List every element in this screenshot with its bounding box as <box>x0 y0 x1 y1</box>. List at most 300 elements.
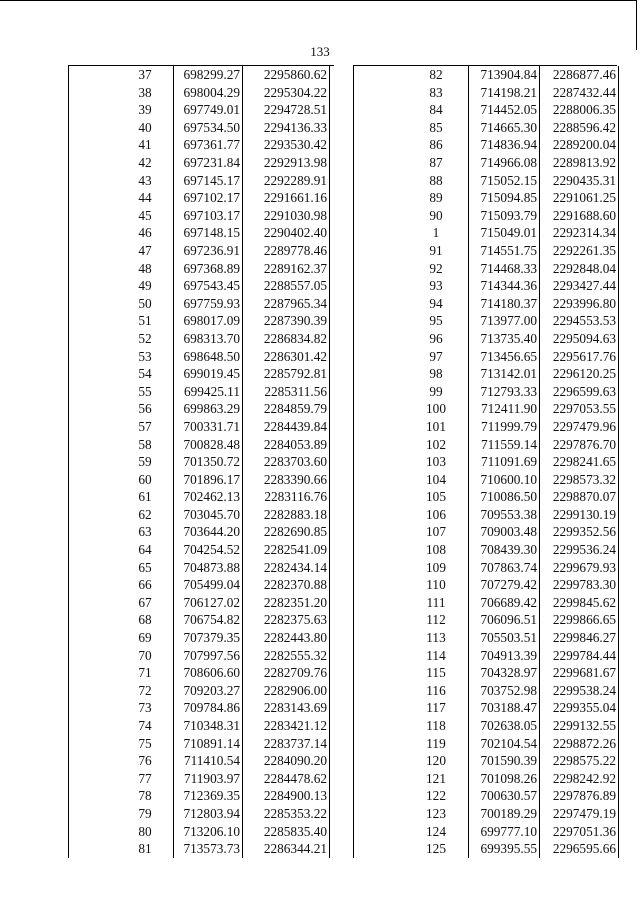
x-coordinate-cell: 714836.94 <box>469 136 540 154</box>
table-row <box>354 66 619 84</box>
y-coordinate-cell: 2298575.22 <box>540 752 619 770</box>
y-coordinate-cell: 2284090.20 <box>243 752 330 770</box>
y-coordinate-cell: 2297876.89 <box>540 787 619 805</box>
table-row <box>69 435 330 453</box>
blank-cell <box>69 576 118 594</box>
table-row <box>69 699 330 717</box>
table-row <box>354 330 619 348</box>
table-row <box>354 523 619 541</box>
blank-cell <box>354 523 405 541</box>
table-row <box>69 453 330 471</box>
y-coordinate-cell: 2299845.62 <box>540 594 619 612</box>
point-number-cell: 99 <box>429 383 443 399</box>
blank-cell <box>69 594 118 612</box>
table-row <box>354 189 619 207</box>
table-row <box>69 770 330 788</box>
blank-cell <box>354 770 405 788</box>
point-number-cell: 95 <box>429 313 443 329</box>
table-row <box>69 823 330 841</box>
point-number-cell: 124 <box>426 823 446 839</box>
table-row <box>69 330 330 348</box>
blank-cell <box>69 752 118 770</box>
table-row <box>354 559 619 577</box>
point-number-cell: 94 <box>429 295 443 311</box>
x-coordinate-cell: 703045.70 <box>174 506 243 524</box>
blank-cell <box>69 330 118 348</box>
blank-cell <box>69 699 118 717</box>
y-coordinate-cell: 2282370.88 <box>243 576 330 594</box>
point-number-cell: 61 <box>138 489 152 505</box>
point-number-cell: 45 <box>138 207 152 223</box>
point-number-cell: 97 <box>429 348 443 364</box>
point-number-cell: 53 <box>138 348 152 364</box>
x-coordinate-cell: 697231.84 <box>174 154 243 172</box>
table-row <box>69 418 330 436</box>
y-coordinate-cell: 2282443.80 <box>243 629 330 647</box>
blank-cell <box>69 136 118 154</box>
table-row <box>354 594 619 612</box>
y-coordinate-cell: 2299681.67 <box>540 664 619 682</box>
point-number-cell: 62 <box>138 506 152 522</box>
x-coordinate-cell: 704254.52 <box>174 541 243 559</box>
y-coordinate-cell: 2289778.46 <box>243 242 330 260</box>
point-number-cell: 82 <box>429 67 443 83</box>
y-coordinate-cell: 2297876.70 <box>540 435 619 453</box>
x-coordinate-cell: 704873.88 <box>174 559 243 577</box>
point-number-cell: 110 <box>426 577 446 593</box>
table-row <box>69 752 330 770</box>
point-number-cell: 78 <box>138 788 152 804</box>
y-coordinate-cell: 2284900.13 <box>243 787 330 805</box>
point-number-cell: 83 <box>429 84 443 100</box>
right-table-body <box>354 66 619 858</box>
blank-cell <box>354 682 405 700</box>
table-row <box>69 136 330 154</box>
y-coordinate-cell: 2288596.42 <box>540 119 619 137</box>
table-row <box>69 629 330 647</box>
y-coordinate-cell: 2296599.63 <box>540 383 619 401</box>
blank-cell <box>69 629 118 647</box>
y-coordinate-cell: 2294728.51 <box>243 101 330 119</box>
point-number-cell: 71 <box>138 665 152 681</box>
y-coordinate-cell: 2299846.27 <box>540 629 619 647</box>
point-number-cell: 41 <box>138 137 152 153</box>
blank-cell <box>69 735 118 753</box>
point-number-cell: 113 <box>426 630 446 646</box>
y-coordinate-cell: 2287390.39 <box>243 312 330 330</box>
blank-cell <box>354 207 405 225</box>
table-row <box>69 840 330 858</box>
blank-cell <box>354 840 405 858</box>
point-number-cell: 119 <box>426 735 446 751</box>
x-coordinate-cell: 700189.29 <box>469 805 540 823</box>
point-number-cell: 72 <box>138 682 152 698</box>
point-number-cell: 92 <box>429 260 443 276</box>
x-coordinate-cell: 697103.17 <box>174 207 243 225</box>
x-coordinate-cell: 697368.89 <box>174 260 243 278</box>
blank-cell <box>354 277 405 295</box>
table-row <box>69 735 330 753</box>
blank-cell <box>69 647 118 665</box>
y-coordinate-cell: 2282555.32 <box>243 647 330 665</box>
x-coordinate-cell: 701098.26 <box>469 770 540 788</box>
x-coordinate-cell: 697102.17 <box>174 189 243 207</box>
blank-cell <box>69 453 118 471</box>
blank-cell <box>69 770 118 788</box>
page-frame-top <box>0 0 636 1</box>
table-row <box>354 101 619 119</box>
blank-cell <box>69 348 118 366</box>
blank-cell <box>69 787 118 805</box>
blank-cell <box>69 295 118 313</box>
blank-cell <box>354 541 405 559</box>
y-coordinate-cell: 2287965.34 <box>243 295 330 313</box>
x-coordinate-cell: 710600.10 <box>469 471 540 489</box>
blank-cell <box>354 699 405 717</box>
point-number-cell: 125 <box>426 841 446 857</box>
y-coordinate-cell: 2297051.36 <box>540 823 619 841</box>
y-coordinate-cell: 2298242.92 <box>540 770 619 788</box>
table-row <box>354 787 619 805</box>
blank-cell <box>69 84 118 102</box>
x-coordinate-cell: 713735.40 <box>469 330 540 348</box>
x-coordinate-cell: 697749.01 <box>174 101 243 119</box>
x-coordinate-cell: 713142.01 <box>469 365 540 383</box>
point-number-cell: 103 <box>426 454 446 470</box>
x-coordinate-cell: 714551.75 <box>469 242 540 260</box>
x-coordinate-cell: 714344.36 <box>469 277 540 295</box>
x-coordinate-cell: 706754.82 <box>174 611 243 629</box>
y-coordinate-cell: 2295860.62 <box>243 66 330 84</box>
blank-cell <box>354 559 405 577</box>
x-coordinate-cell: 711410.54 <box>174 752 243 770</box>
blank-cell <box>69 277 118 295</box>
table-row <box>354 453 619 471</box>
y-coordinate-cell: 2282690.85 <box>243 523 330 541</box>
blank-cell <box>354 453 405 471</box>
table-row <box>354 84 619 102</box>
y-coordinate-cell: 2285311.56 <box>243 383 330 401</box>
blank-cell <box>354 242 405 260</box>
y-coordinate-cell: 2298241.65 <box>540 453 619 471</box>
x-coordinate-cell: 697361.77 <box>174 136 243 154</box>
page-number: 133 <box>310 44 330 59</box>
x-coordinate-cell: 714966.08 <box>469 154 540 172</box>
table-row <box>69 312 330 330</box>
blank-cell <box>354 400 405 418</box>
blank-cell <box>69 840 118 858</box>
blank-cell <box>354 488 405 506</box>
x-coordinate-cell: 711903.97 <box>174 770 243 788</box>
y-coordinate-cell: 2292289.91 <box>243 172 330 190</box>
blank-cell <box>69 172 118 190</box>
table-row <box>354 400 619 418</box>
blank-cell <box>69 523 118 541</box>
y-coordinate-cell: 2295094.63 <box>540 330 619 348</box>
point-number-cell: 75 <box>138 735 152 751</box>
blank-cell <box>69 383 118 401</box>
table-row <box>354 295 619 313</box>
y-coordinate-cell: 2288557.05 <box>243 277 330 295</box>
point-number-cell: 65 <box>138 559 152 575</box>
blank-cell <box>69 312 118 330</box>
x-coordinate-cell: 713456.65 <box>469 348 540 366</box>
x-coordinate-cell: 699395.55 <box>469 840 540 858</box>
x-coordinate-cell: 715052.15 <box>469 172 540 190</box>
x-coordinate-cell: 697236.91 <box>174 242 243 260</box>
y-coordinate-cell: 2285353.22 <box>243 805 330 823</box>
blank-cell <box>354 224 405 242</box>
y-coordinate-cell: 2299538.24 <box>540 682 619 700</box>
blank-cell <box>354 172 405 190</box>
point-number-cell: 68 <box>138 612 152 628</box>
x-coordinate-cell: 713977.00 <box>469 312 540 330</box>
point-number-cell: 123 <box>426 805 446 821</box>
table-row <box>69 348 330 366</box>
table-row <box>354 207 619 225</box>
point-number-cell: 109 <box>426 559 446 575</box>
blank-cell <box>354 611 405 629</box>
point-number-cell: 44 <box>138 190 152 206</box>
point-number-cell: 106 <box>426 506 446 522</box>
point-number-cell: 93 <box>429 278 443 294</box>
x-coordinate-cell: 700630.57 <box>469 787 540 805</box>
y-coordinate-cell: 2292848.04 <box>540 260 619 278</box>
x-coordinate-cell: 703752.98 <box>469 682 540 700</box>
table-row <box>69 172 330 190</box>
y-coordinate-cell: 2296595.66 <box>540 840 619 858</box>
x-coordinate-cell: 712793.33 <box>469 383 540 401</box>
y-coordinate-cell: 2282351.20 <box>243 594 330 612</box>
x-coordinate-cell: 712411.90 <box>469 400 540 418</box>
y-coordinate-cell: 2295304.22 <box>243 84 330 102</box>
y-coordinate-cell: 2284478.62 <box>243 770 330 788</box>
blank-cell <box>69 224 118 242</box>
table-row <box>69 559 330 577</box>
x-coordinate-cell: 709203.27 <box>174 682 243 700</box>
point-number-cell: 69 <box>138 630 152 646</box>
table-row <box>354 752 619 770</box>
x-coordinate-cell: 699777.10 <box>469 823 540 841</box>
table-row <box>354 647 619 665</box>
y-coordinate-cell: 2285835.40 <box>243 823 330 841</box>
table-row <box>69 523 330 541</box>
blank-cell <box>69 207 118 225</box>
point-number-cell: 59 <box>138 454 152 470</box>
table-row <box>354 506 619 524</box>
y-coordinate-cell: 2282709.76 <box>243 664 330 682</box>
x-coordinate-cell: 705503.51 <box>469 629 540 647</box>
x-coordinate-cell: 699019.45 <box>174 365 243 383</box>
y-coordinate-cell: 2284053.89 <box>243 435 330 453</box>
point-number-cell: 67 <box>138 594 152 610</box>
blank-cell <box>354 787 405 805</box>
x-coordinate-cell: 713206.10 <box>174 823 243 841</box>
blank-cell <box>354 735 405 753</box>
blank-cell <box>354 471 405 489</box>
y-coordinate-cell: 2298573.32 <box>540 471 619 489</box>
point-number-cell: 104 <box>426 471 446 487</box>
blank-cell <box>69 682 118 700</box>
table-row <box>69 242 330 260</box>
point-number-cell: 66 <box>138 577 152 593</box>
table-row <box>69 207 330 225</box>
y-coordinate-cell: 2289162.37 <box>243 260 330 278</box>
table-row <box>354 154 619 172</box>
x-coordinate-cell: 699425.11 <box>174 383 243 401</box>
point-number-cell: 52 <box>138 330 152 346</box>
y-coordinate-cell: 2284439.84 <box>243 418 330 436</box>
table-row <box>354 682 619 700</box>
x-coordinate-cell: 704913.39 <box>469 647 540 665</box>
table-row <box>69 682 330 700</box>
point-number-cell: 77 <box>138 770 152 786</box>
blank-cell <box>69 435 118 453</box>
table-row <box>354 541 619 559</box>
y-coordinate-cell: 2286344.21 <box>243 840 330 858</box>
y-coordinate-cell: 2282541.09 <box>243 541 330 559</box>
point-number-cell: 73 <box>138 700 152 716</box>
x-coordinate-cell: 700331.71 <box>174 418 243 436</box>
table-row <box>69 189 330 207</box>
blank-cell <box>69 101 118 119</box>
y-coordinate-cell: 2282434.14 <box>243 559 330 577</box>
blank-cell <box>69 260 118 278</box>
blank-cell <box>69 154 118 172</box>
point-number-cell: 57 <box>138 418 152 434</box>
y-coordinate-cell: 2286877.46 <box>540 66 619 84</box>
blank-cell <box>354 435 405 453</box>
blank-cell <box>69 805 118 823</box>
table-row <box>354 224 619 242</box>
x-coordinate-cell: 712803.94 <box>174 805 243 823</box>
point-number-cell: 37 <box>138 67 152 83</box>
table-row <box>69 541 330 559</box>
y-coordinate-cell: 2299784.44 <box>540 647 619 665</box>
point-number-cell: 116 <box>426 682 446 698</box>
point-number-cell: 122 <box>426 788 446 804</box>
x-coordinate-cell: 697534.50 <box>174 119 243 137</box>
x-coordinate-cell: 699863.29 <box>174 400 243 418</box>
left-table-body <box>69 66 330 858</box>
point-number-cell: 49 <box>138 278 152 294</box>
x-coordinate-cell: 711999.79 <box>469 418 540 436</box>
coordinates-table-left <box>68 66 330 858</box>
blank-cell <box>354 189 405 207</box>
y-coordinate-cell: 2294136.33 <box>243 119 330 137</box>
blank-cell <box>69 664 118 682</box>
point-number-cell: 90 <box>429 207 443 223</box>
y-coordinate-cell: 2286301.42 <box>243 348 330 366</box>
point-number-cell: 50 <box>138 295 152 311</box>
y-coordinate-cell: 2291030.98 <box>243 207 330 225</box>
table-row <box>69 647 330 665</box>
point-number-cell: 54 <box>138 366 152 382</box>
x-coordinate-cell: 706127.02 <box>174 594 243 612</box>
point-number-cell: 42 <box>138 155 152 171</box>
y-coordinate-cell: 2284859.79 <box>243 400 330 418</box>
blank-cell <box>354 717 405 735</box>
table-row <box>69 224 330 242</box>
point-number-cell: 102 <box>426 436 446 452</box>
point-number-cell: 86 <box>429 137 443 153</box>
y-coordinate-cell: 2283116.76 <box>243 488 330 506</box>
table-row <box>69 506 330 524</box>
y-coordinate-cell: 2286834.82 <box>243 330 330 348</box>
table-row <box>69 365 330 383</box>
table-row <box>354 805 619 823</box>
x-coordinate-cell: 707379.35 <box>174 629 243 647</box>
table-row <box>69 611 330 629</box>
blank-cell <box>354 101 405 119</box>
point-number-cell: 117 <box>426 700 446 716</box>
table-row <box>69 664 330 682</box>
blank-cell <box>69 119 118 137</box>
point-number-cell: 55 <box>138 383 152 399</box>
table-row <box>354 699 619 717</box>
table-row <box>354 629 619 647</box>
y-coordinate-cell: 2296120.25 <box>540 365 619 383</box>
x-coordinate-cell: 703644.20 <box>174 523 243 541</box>
point-number-cell: 47 <box>138 242 152 258</box>
y-coordinate-cell: 2291661.16 <box>243 189 330 207</box>
blank-cell <box>354 752 405 770</box>
blank-cell <box>69 66 118 84</box>
table-row <box>354 611 619 629</box>
table-row <box>354 348 619 366</box>
page-frame-right <box>636 0 637 50</box>
blank-cell <box>354 66 405 84</box>
table-row <box>354 735 619 753</box>
y-coordinate-cell: 2299536.24 <box>540 541 619 559</box>
table-row <box>69 594 330 612</box>
blank-cell <box>354 348 405 366</box>
y-coordinate-cell: 2298870.07 <box>540 488 619 506</box>
point-number-cell: 105 <box>426 489 446 505</box>
table-row <box>354 471 619 489</box>
blank-cell <box>69 823 118 841</box>
blank-cell <box>354 330 405 348</box>
y-coordinate-cell: 2292261.35 <box>540 242 619 260</box>
table-row <box>69 154 330 172</box>
blank-cell <box>354 260 405 278</box>
blank-cell <box>354 418 405 436</box>
x-coordinate-cell: 706689.42 <box>469 594 540 612</box>
table-row <box>354 242 619 260</box>
y-coordinate-cell: 2287432.44 <box>540 84 619 102</box>
y-coordinate-cell: 2293996.80 <box>540 295 619 313</box>
point-number-cell: 58 <box>138 436 152 452</box>
point-number-cell: 91 <box>429 242 443 258</box>
table-row <box>354 312 619 330</box>
y-coordinate-cell: 2289200.04 <box>540 136 619 154</box>
point-number-cell: 40 <box>138 119 152 135</box>
x-coordinate-cell: 713904.84 <box>469 66 540 84</box>
y-coordinate-cell: 2291061.25 <box>540 189 619 207</box>
y-coordinate-cell: 2283390.66 <box>243 471 330 489</box>
point-number-cell: 115 <box>426 665 446 681</box>
table-row <box>69 295 330 313</box>
x-coordinate-cell: 703188.47 <box>469 699 540 717</box>
point-number-cell: 96 <box>429 330 443 346</box>
y-coordinate-cell: 2283703.60 <box>243 453 330 471</box>
x-coordinate-cell: 710348.31 <box>174 717 243 735</box>
x-coordinate-cell: 701350.72 <box>174 453 243 471</box>
x-coordinate-cell: 704328.97 <box>469 664 540 682</box>
table-row <box>354 418 619 436</box>
blank-cell <box>69 488 118 506</box>
point-number-cell: 76 <box>138 753 152 769</box>
